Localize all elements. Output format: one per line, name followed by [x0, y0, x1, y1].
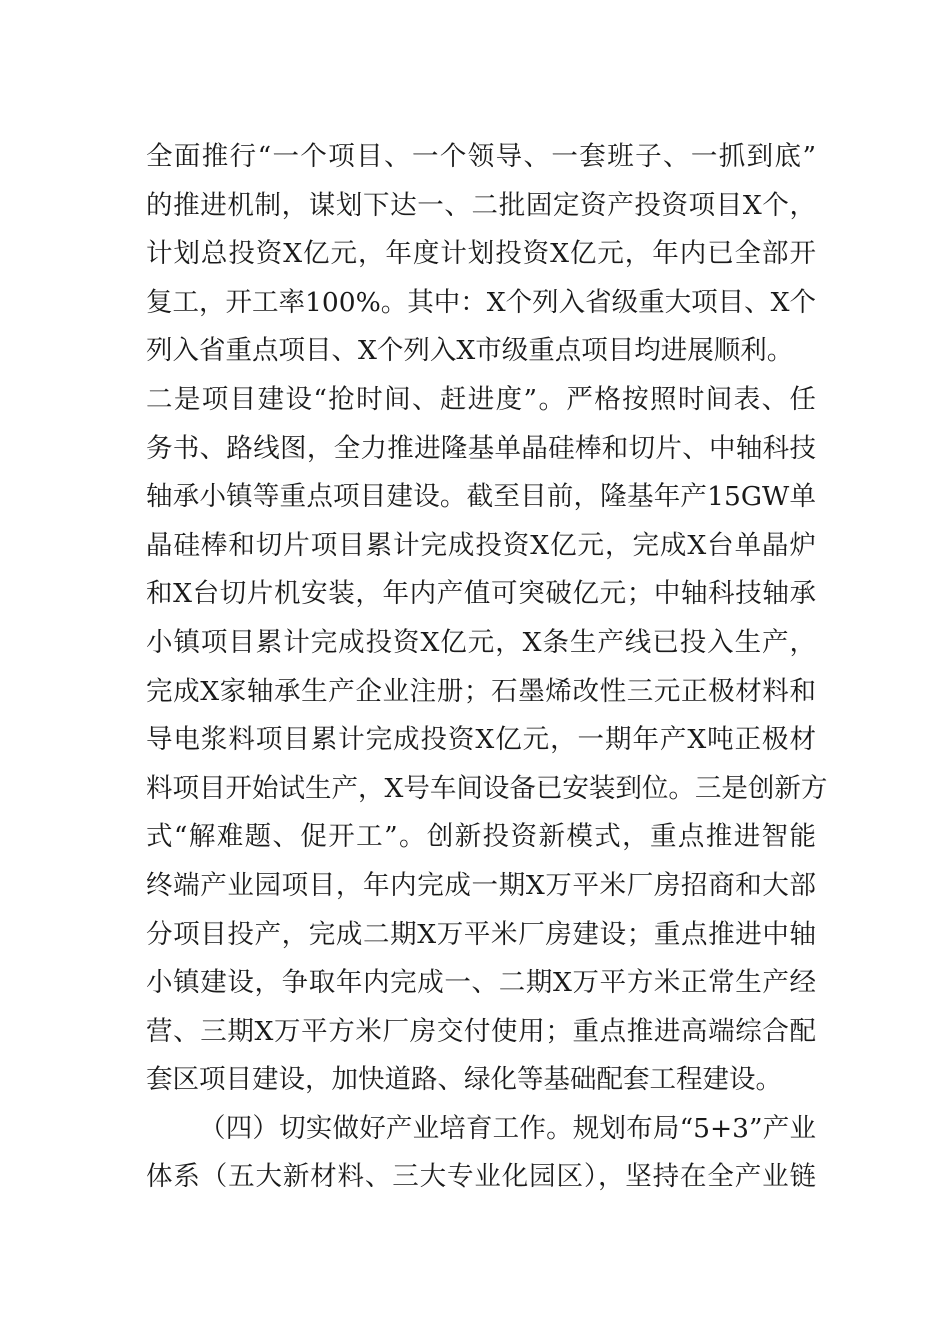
text-line: 导电浆料项目累计完成投资X亿元，一期年产X吨正极材	[146, 724, 816, 756]
text-line: 和X台切片机安装，年内产值可突破亿元；中轴科技轴承	[146, 578, 816, 610]
text-line: 全面推行“一个项目、一个领导、一套班子、一抓到底”	[146, 141, 816, 172]
text-line: 列入省重点项目、X个列入X市级重点项目均进展顺利。	[146, 335, 794, 367]
text-line: 式“解难题、促开工”。创新投资新模式，重点推进智能	[146, 821, 816, 853]
text-line: 终端产业园项目，年内完成一期X万平米厂房招商和大部	[146, 869, 816, 901]
text-line: 分项目投产，完成二期X万平米厂房建设；重点推进中轴	[146, 918, 816, 950]
paragraph-heading-line: （四）切实做好产业培育工作。规划布局“5+3”产业	[199, 1112, 816, 1144]
text-line: 套区项目建设，加快道路、绿化等基础配套工程建设。	[146, 1064, 782, 1096]
body-text	[146, 133, 828, 1202]
text-line: 轴承小镇等重点项目建设。截至目前，隆基年产15GW单	[146, 481, 816, 513]
text-line: 料项目开始试生产，X号车间设备已安装到位。三是创新方	[146, 772, 828, 804]
text-line: 复工，开工率100%。其中：X个列入省级重大项目、X个	[146, 286, 816, 318]
text-line: 小镇建设，争取年内完成一、二期X万平方米正常生产经	[146, 967, 816, 999]
text-line: 营、三期X万平方米厂房交付使用；重点推进高端综合配	[146, 1015, 816, 1047]
text-line: 完成X家轴承生产企业注册；石墨烯改性三元正极材料和	[146, 675, 816, 707]
text-line: 计划总投资X亿元，年度计划投资X亿元，年内已全部开	[146, 238, 816, 270]
text-line: 务书、路线图，全力推进隆基单晶硅棒和切片、中轴科技	[146, 432, 816, 464]
text-line: 的推进机制，谋划下达一、二批固定资产投资项目X个，	[146, 189, 816, 221]
text-line: 晶硅棒和切片项目累计完成投资X亿元，完成X台单晶炉	[146, 529, 816, 561]
text-line: 二是项目建设“抢时间、赶进度”。严格按照时间表、任	[146, 383, 816, 415]
text-line: 小镇项目累计完成投资X亿元，X条生产线已投入生产，	[146, 626, 816, 658]
text-line: 体系（五大新材料、三大专业化园区），坚持在全产业链	[146, 1161, 816, 1193]
